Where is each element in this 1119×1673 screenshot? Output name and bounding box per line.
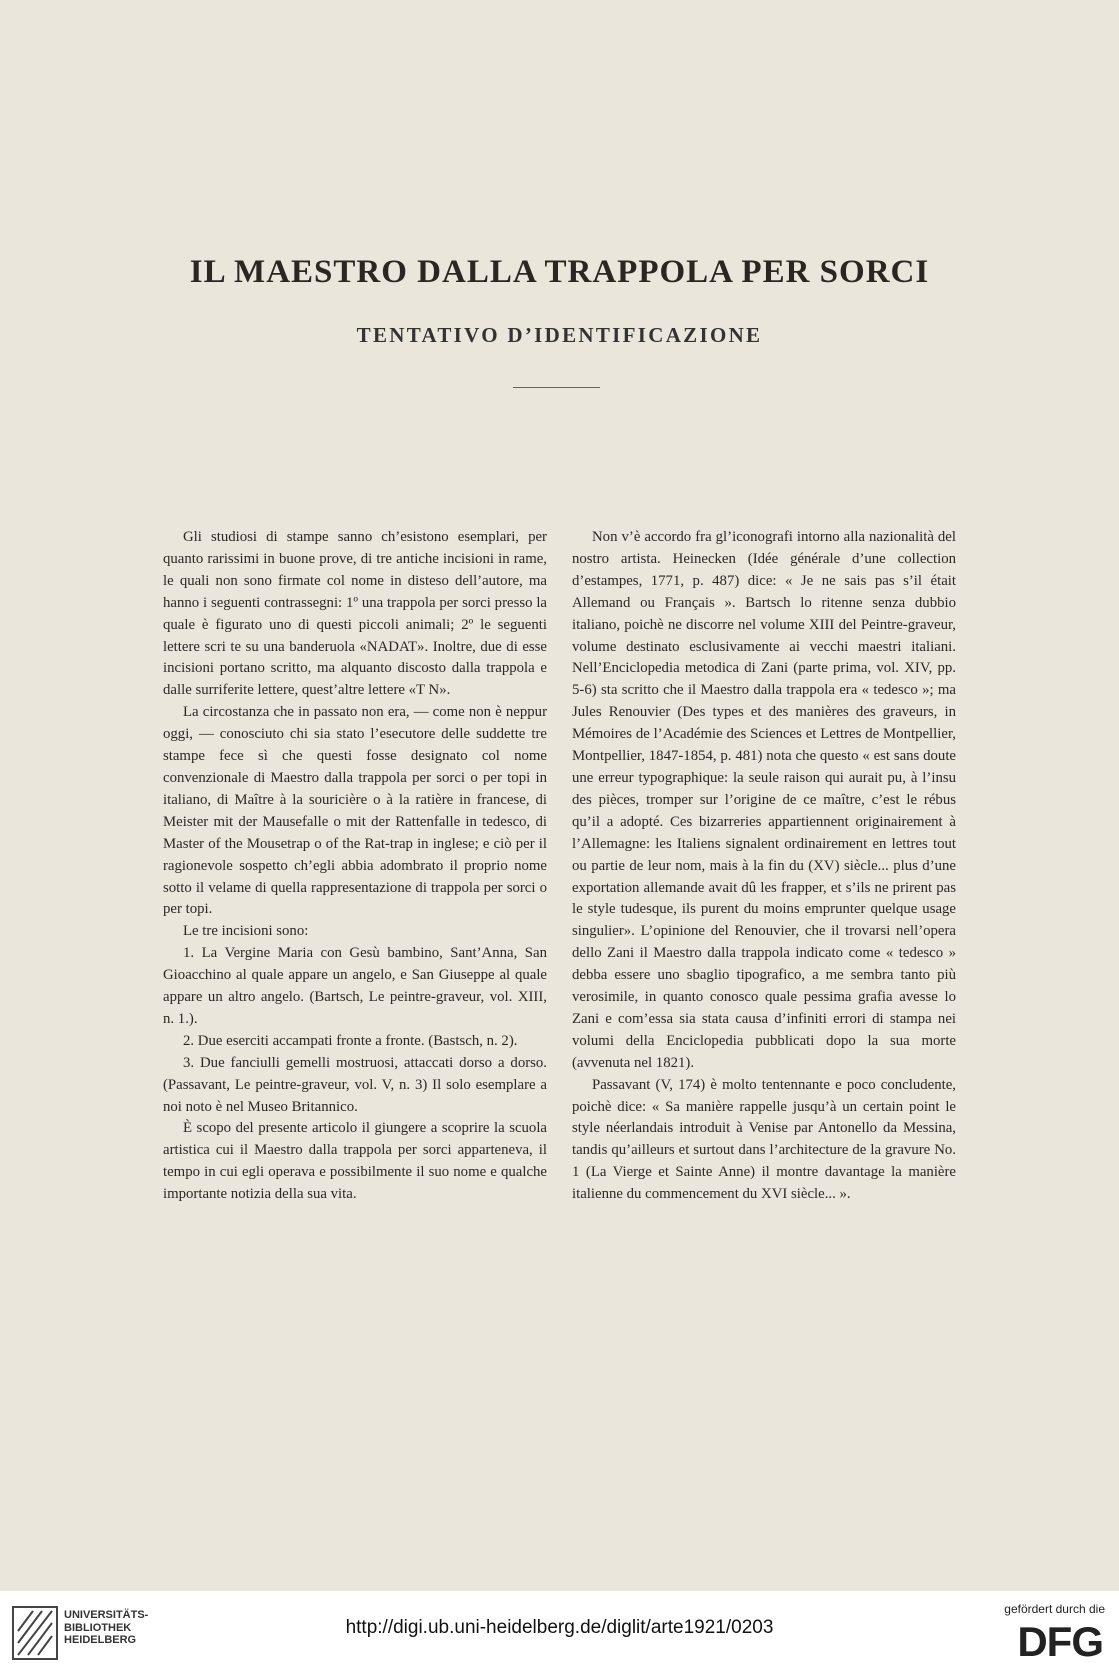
left-text-column (163, 527, 547, 1206)
title-divider (513, 387, 600, 388)
paragraph: Le tre incisioni sono: (183, 923, 309, 940)
paragraph: Non v’è accordo fra gl’iconografi intorno alla nazionalità del nostro artista. Heinecken (Idée générale d’une collection d’estampes, 1771, p. 487) dice: « Je ne sais pas s’il était Allemand ou Français ». Bartsch lo ritenne senza dubbio italiano, poichè ne discorre nel volume XIII del Peintre-graveur, volume destinato esclusivamente ai vecchi maestri italiani. Nell’Enciclopedia metodica di Zani (parte prima, vol. XIV, pp. 5-6) sta scritto che il Maestro dalla trappola era « tedesco »; ma Jules Renouvier (Des types et des manières des graveurs, in Mémoires de l’Académie des Sciences et Lettres de Montpellier, Montpellier, 1847-1854, p. 481) nota che questo « est sans doute une erreur typographique: la seule raison qui aurait pu, à l’insu des pièces, tromper sur l’origine de ce maître, c’est le rébus qu’il a adopté. Ces bizarreries appartiennent originairement à l’Allemagne: les Italiens signalent ordinairement en lettres tout ou partie de leur nom, mais à la fin du (XV) siècle... plus d’une exportation allemande avait dû les frapper, et s’ils ne prirent pas le style tudesque, ils purent du moins emprunter quelque usage singulier». L’opinione del Renouvier, che il trovarsi nell’opera dello Zani il Maestro dalla trappola indicato come « tedesco » debba essere uno sbaglio tipografico, a me sembra tanto più verosimile, in quanto conosco quale pessima grafia avesse lo Zani e com’essa sia stata causa d’infiniti errori di stampa nei volumi della Enciclopedia pubblicati dopo la sua morte (avvenuta nel 1821). (572, 529, 956, 1071)
paragraph: Gli studiosi di stampe sanno ch’esistono esemplari, per quanto rarissimi in buone prove, di tre antiche incisioni in rame, le quali non sono firmate col nome in disteso dell’autore, ma hanno i seguenti contrassegni: 1º una trappola per sorci presso la quale è figurato uno di questi piccoli animali; 2º le seguenti lettere scri te su una banderuola «NADAT». Inoltre, due di esse incisioni portano scritto, ma alquanto discosto dalla trappola e dalle surriferite lettere, quest’altre lettere «T N». (163, 529, 547, 699)
institution-name: UNIVERSITÄTS- BIBLIOTHEK HEIDELBERG (64, 1609, 149, 1646)
article-subtitle: TENTATIVO D’IDENTIFICAZIONE (356, 323, 763, 347)
paragraph: Passavant (V, 174) è molto tentennante e poco concludente, poichè dice: « Sa manière rappelle jusqu’à un certain point le style néerlandais introduit à Venise par Antonello da Messina, tandis qu’ailleurs et surtout dans l’architecture de la gravure No. 1 (La Vierge et Sainte Anne) il montre davantage la manière italienne du commencement du XVI siècle... ». (572, 1076, 956, 1203)
paragraph: 1. La Vergine Maria con Gesù bambino, Sant’Anna, San Gioacchino al quale appare un angelo, e San Giuseppe al quale appare un altro angelo. (Bartsch, Le peintre-graveur, vol. XIII, n. 1.). (163, 945, 547, 1027)
right-text-column (572, 527, 956, 1206)
paragraph: 3. Due fanciulli gemelli mostruosi, attaccati dorso a dorso. (Passavant, Le peintre-graveur, vol. V, n. 3) Il solo esemplare a noi noto è nel Museo Britannico. (163, 1054, 547, 1115)
article-title: IL MAESTRO DALLA TRAPPOLA PER SORCI (189, 254, 930, 290)
funder-caption: gefördert durch die (1004, 1602, 1105, 1616)
dfg-logo: DFG (1017, 1618, 1103, 1665)
paragraph: 2. Due eserciti accampati fronte a fronte. (Bastsch, n. 2). (183, 1032, 518, 1049)
paragraph: È scopo del presente articolo il giungere a scoprire la scuola artistica cui il Maestro dalla trappola per sorci apparteneva, il tempo in cui egli operava e possibilmente il suo nome e qualche importante notizia della sua vita. (163, 1120, 547, 1203)
permalink-url[interactable]: http://digi.ub.uni-heidelberg.de/diglit/arte1921/0203 (345, 1617, 774, 1638)
paragraph: La circostanza che in passato non era, — come non è neppur oggi, — conosciuto chi sia stato l’esecutore delle suddette tre stampe fece sì che questi fosse designato col nome convenzionale di Maestro dalla trappola per sorci o per topi in italiano, di Maître à la souricière o à la ratière in francese, di Meister mit der Mausefalle o mit der Rattenfalle in tedesco, di Master of the Mousetrap o of the Rat-trap in inglese; e ciò per il ragionevole sospetto ch’egli abbia adombrato il proprio nome sotto il velame di quella rappresentazione di trappola per sorci o per topi. (163, 704, 547, 918)
viewer-footer (0, 1591, 1119, 1673)
